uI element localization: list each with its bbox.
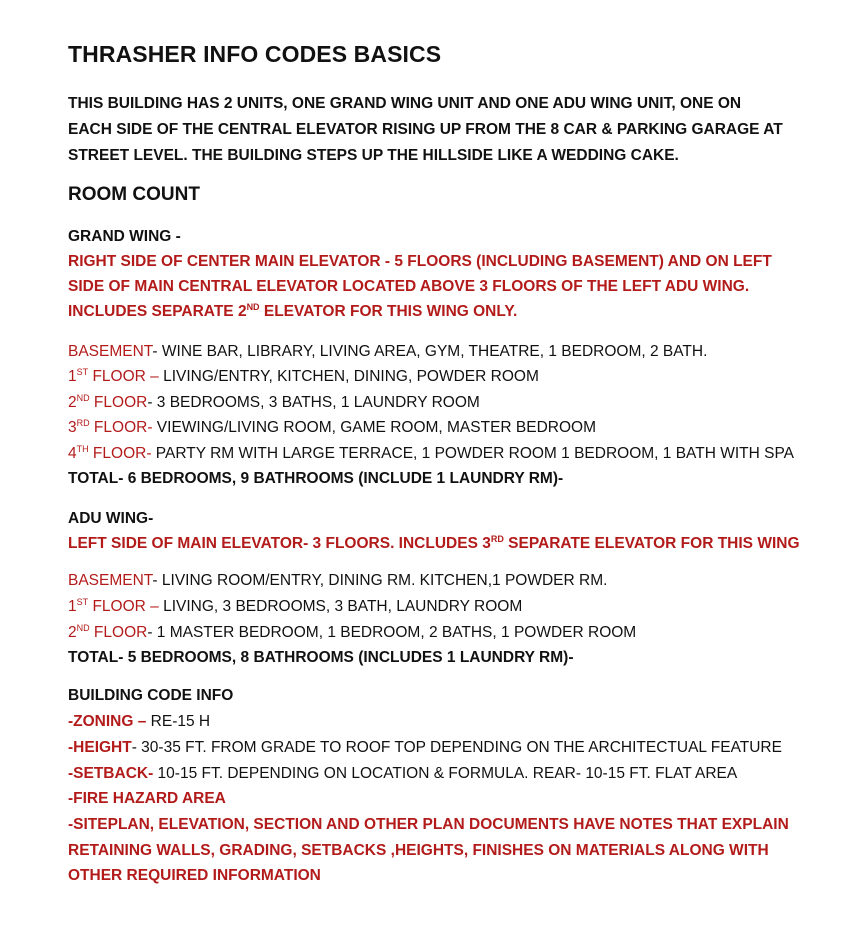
floor-label: BASEMENT [68, 572, 153, 589]
desc3-post: ELEVATOR FOR THIS WING ONLY. [259, 303, 518, 320]
floor-text: PARTY RM WITH LARGE TERRACE, 1 POWDER ROOM 1 BEDROOM, 1 BATH WITH SPA [151, 445, 794, 462]
grand-wing-desc-3 [68, 302, 517, 322]
floor-label: 2ND FLOOR [68, 393, 148, 411]
floor-label: 1ST FLOOR – [68, 367, 159, 385]
grand-floor-3-line [68, 418, 596, 438]
siteplan-line-3: OTHER REQUIRED INFORMATION [68, 867, 321, 884]
floor-text: - 3 BEDROOMS, 3 BATHS, 1 LAUNDRY ROOM [147, 394, 480, 411]
floor-text: - 1 MASTER BEDROOM, 1 BEDROOM, 2 BATHS, 1 POWDER ROOM [147, 624, 637, 641]
floor-text: LIVING/ENTRY, KITCHEN, DINING, POWDER ROOM [158, 368, 539, 385]
page-title: THRASHER INFO CODES BASICS [68, 41, 442, 67]
siteplan-line-2: RETAINING WALLS, GRADING, SETBACKS ,HEIGHTS, FINISHES ON MATERIALS ALONG WITH [68, 842, 769, 859]
floor-label: 1ST FLOOR – [68, 597, 159, 615]
code-info-heading: BUILDING CODE INFO [68, 687, 234, 704]
grand-basement-line [68, 342, 707, 362]
setback-line [68, 764, 737, 784]
adu-wing-desc: LEFT SIDE OF MAIN ELEVATOR- 3 FLOORS. INCLUDES 3RD SEPARATE ELEVATOR FOR THIS WING [68, 534, 800, 552]
grand-wing-heading: GRAND WING - [68, 228, 181, 245]
grand-floor-2-line [68, 393, 480, 413]
adu-total: TOTAL- 5 BEDROOMS, 8 BATHROOMS (INCLUDES 1 LAUNDRY RM)- [68, 649, 574, 666]
height-label: -HEIGHT [68, 739, 132, 756]
setback-text: 10-15 FT. DEPENDING ON LOCATION & FORMULA. REAR- 10-15 FT. FLAT AREA [153, 765, 738, 782]
adu-floor-2-line [68, 623, 636, 643]
grand-floor-1-line [68, 367, 539, 387]
fire-hazard-line: -FIRE HAZARD AREA [68, 790, 226, 807]
height-line [68, 738, 782, 758]
adu-floor-1-line [68, 597, 522, 617]
adu-wing-heading: ADU WING- [68, 510, 154, 527]
setback-label: -SETBACK- [68, 765, 154, 782]
desc3-sup: ND [246, 302, 260, 312]
zoning-label: -ZONING – [68, 713, 147, 730]
zoning-line [68, 712, 210, 732]
floor-text: - WINE BAR, LIBRARY, LIVING AREA, GYM, THEATRE, 1 BEDROOM, 2 BATH. [152, 343, 708, 360]
intro-line-2: EACH SIDE OF THE CENTRAL ELEVATOR RISING UP FROM THE 8 CAR & PARKING GARAGE AT [68, 121, 783, 138]
room-count-heading: ROOM COUNT [68, 184, 200, 205]
floor-text: - LIVING ROOM/ENTRY, DINING RM. KITCHEN,1 POWDER RM. [152, 572, 608, 589]
zoning-text: RE-15 H [146, 713, 211, 730]
grand-wing-desc-2: SIDE OF MAIN CENTRAL ELEVATOR LOCATED ABOVE 3 FLOORS OF THE LEFT ADU WING. [68, 278, 750, 295]
floor-label: 2ND FLOOR [68, 623, 148, 641]
adu-basement-line [68, 571, 607, 591]
intro-line-3: STREET LEVEL. THE BUILDING STEPS UP THE HILLSIDE LIKE A WEDDING CAKE. [68, 147, 679, 164]
floor-text: VIEWING/LIVING ROOM, GAME ROOM, MASTER BEDROOM [152, 419, 597, 436]
grand-total: TOTAL- 6 BEDROOMS, 9 BATHROOMS (INCLUDE 1 LAUNDRY RM)- [68, 470, 564, 487]
grand-floor-4-line [68, 444, 794, 464]
floor-label: 3RD FLOOR- [68, 418, 153, 436]
height-text: - 30-35 FT. FROM GRADE TO ROOF TOP DEPENDING ON THE ARCHITECTUAL FEATURE [131, 739, 782, 756]
intro-line-1: THIS BUILDING HAS 2 UNITS, ONE GRAND WING UNIT AND ONE ADU WING UNIT, ONE ON [68, 95, 742, 112]
siteplan-line-1: -SITEPLAN, ELEVATION, SECTION AND OTHER PLAN DOCUMENTS HAVE NOTES THAT EXPLAIN [68, 816, 789, 833]
floor-label: BASEMENT [68, 343, 153, 360]
floor-label: 4TH FLOOR- [68, 444, 152, 462]
grand-wing-desc-1: RIGHT SIDE OF CENTER MAIN ELEVATOR - 5 FLOORS (INCLUDING BASEMENT) AND ON LEFT [68, 253, 772, 270]
floor-text: LIVING, 3 BEDROOMS, 3 BATH, LAUNDRY ROOM [158, 598, 523, 615]
desc3-pre: INCLUDES SEPARATE 2 [68, 303, 247, 320]
